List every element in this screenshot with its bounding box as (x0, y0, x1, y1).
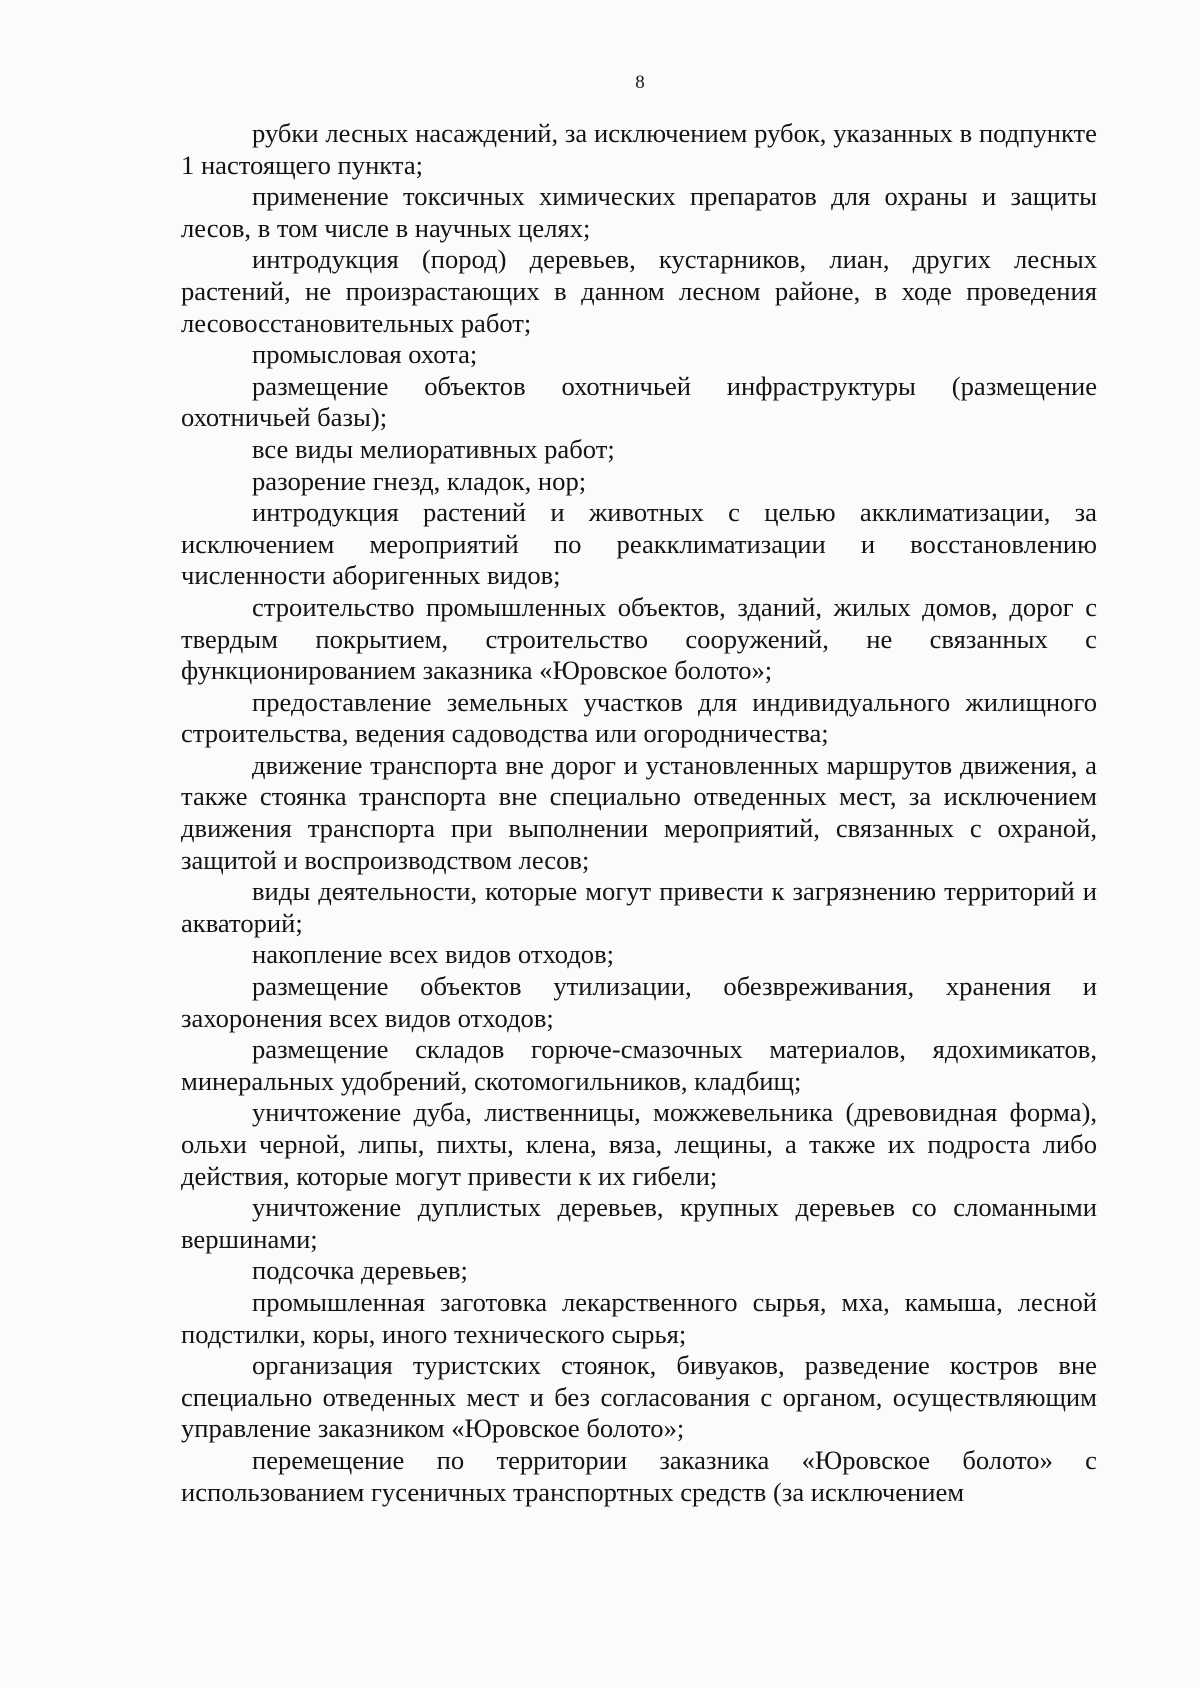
paragraph: промышленная заготовка лекарственного сырья, мха, камыша, лесной подстилки, коры, иного технического сырья; (181, 1286, 1097, 1349)
paragraph: размещение складов горюче-смазочных материалов, ядохимикатов, минеральных удобрений, скотомогильников, кладбищ; (181, 1034, 1097, 1096)
paragraph: строительство промышленных объектов, зданий, жилых домов, дорог с твердым покрытием, строительство сооружений, не связанных с функционированием заказника «Юровское болото»; (181, 591, 1097, 686)
paragraph: размещение объектов охотничьей инфраструктуры (размещение охотничьей базы); (181, 370, 1097, 433)
paragraph: перемещение по территории заказника «Юровское болото» с использованием гусеничных транспортных средств (за исключением (181, 1444, 1097, 1507)
paragraph: интродукция (пород) деревьев, кустарников, лиан, других лесных растений, не произрастающих в данном лесном районе, в ходе проведения лесовосстановительных работ; (181, 244, 1097, 338)
page-number: 8 (635, 72, 645, 93)
body-text (181, 118, 1097, 1508)
paragraph: промысловая охота; (252, 339, 478, 370)
paragraph: разорение гнезд, кладок, нор; (252, 465, 587, 496)
paragraph: применение токсичных химических препаратов для охраны и защиты лесов, в том числе в научных целях; (181, 181, 1097, 243)
paragraph: уничтожение дуба, лиственницы, можжевельника (древовидная форма), ольхи черной, липы, пихты, клена, вяза, лещины, а также их подроста либо действия, которые могут привести к их гибели; (181, 1097, 1097, 1191)
paragraph: интродукция растений и животных с целью акклиматизации, за исключением мероприятий по реакклиматизации и восстановлению численности аборигенных видов; (181, 497, 1097, 591)
paragraph: организация туристских стоянок, бивуаков, разведение костров вне специально отведенных мест и без согласования с органом, осуществляющим управление заказником «Юровское болото»; (181, 1350, 1097, 1444)
paragraph: все виды мелиоративных работ; (252, 433, 615, 464)
paragraph: уничтожение дуплистых деревьев, крупных деревьев со сломанными вершинами; (181, 1192, 1097, 1254)
paragraph: подсочка деревьев; (252, 1255, 468, 1286)
paragraph: рубки лесных насаждений, за исключением рубок, указанных в подпункте 1 настоящего пункта; (181, 118, 1097, 180)
paragraph: накопление всех видов отходов; (252, 939, 615, 970)
paragraph: виды деятельности, которые могут привести к загрязнению территорий и акваторий; (181, 876, 1097, 938)
paragraph: движение транспорта вне дорог и установленных маршрутов движения, а также стоянка транспорта вне специально отведенных мест, за исключением движения транспорта при выполнении мероприятий, связанных с охраной, защитой и воспроизводством лесов; (181, 749, 1097, 875)
paragraph: предоставление земельных участков для индивидуального жилищного строительства, ведения садоводства или огородничества; (181, 686, 1097, 749)
paragraph: размещение объектов утилизации, обезвреживания, хранения и захоронения всех видов отходов; (181, 971, 1097, 1033)
